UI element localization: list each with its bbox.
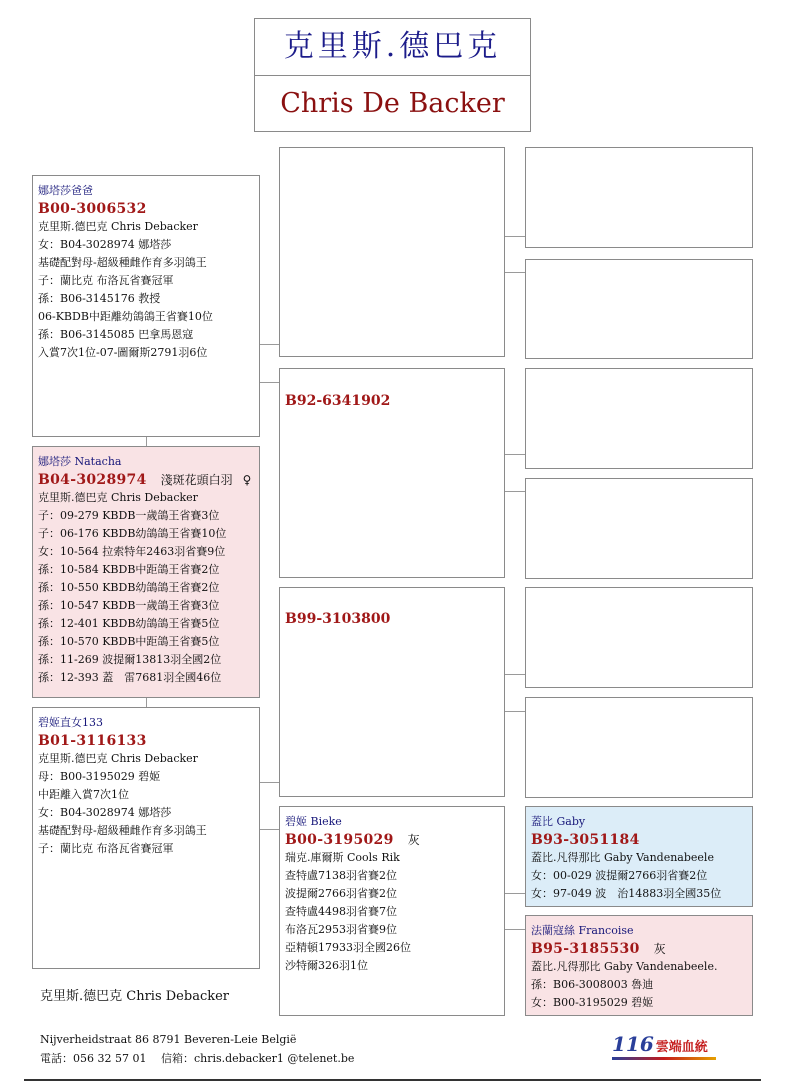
granddam-dam-ring: B00-3195029 bbox=[285, 832, 394, 848]
subject-line: 孫：10-547 KBDB一歲鴿王省賽3位 bbox=[38, 599, 220, 612]
footer-divider bbox=[24, 1079, 761, 1081]
ancestor-card-francoise bbox=[525, 915, 753, 1016]
dam-card bbox=[32, 707, 260, 969]
dam-line: 基礎配對母-超級種雌作育多羽鴿王 bbox=[38, 824, 207, 837]
sire-text bbox=[38, 182, 257, 362]
gaby-text bbox=[531, 813, 750, 903]
subject-line: 孫：12-401 KBDB幼鴿鴿王省賽5位 bbox=[38, 617, 220, 630]
francoise-color: 灰 bbox=[653, 942, 666, 956]
ancestor-card-gaby bbox=[525, 806, 753, 907]
connector-line bbox=[146, 437, 147, 446]
connector-line bbox=[505, 491, 525, 492]
sire-line: 基礎配對母-超級種雌作育多羽鴿王 bbox=[38, 256, 207, 269]
subject-line: 女：10-564 拉索特年2463羽省賽9位 bbox=[38, 545, 226, 558]
dam-line: 子：蘭比克 布洛瓦省賽冠軍 bbox=[38, 842, 174, 855]
connector-line bbox=[260, 382, 279, 383]
granddam-dam-line: 亞精頓17933羽全國26位 bbox=[285, 941, 411, 954]
francoise-text bbox=[531, 922, 750, 1012]
sire-header: 娜塔莎爸爸 bbox=[38, 184, 93, 197]
site-logo[interactable] bbox=[612, 1032, 716, 1060]
ancestor-card-5 bbox=[525, 587, 753, 688]
sire-line: 子：蘭比克 布洛瓦省賽冠軍 bbox=[38, 274, 174, 287]
connector-line bbox=[505, 893, 525, 894]
granddam-dam-color: 灰 bbox=[407, 833, 420, 847]
subject-line: 克里斯.德巴克 Chris Debacker bbox=[38, 491, 198, 504]
logo-underline bbox=[612, 1057, 716, 1060]
ancestor-card-2 bbox=[525, 259, 753, 359]
granddam-dam-header: 碧姬 Bieke bbox=[285, 815, 342, 828]
title-box bbox=[254, 18, 531, 132]
connector-line bbox=[505, 272, 525, 273]
francoise-line: 女：B00-3195029 碧姬 bbox=[531, 996, 654, 1009]
dam-line: 母：B00-3195029 碧姬 bbox=[38, 770, 161, 783]
granddam-dam-line: 波提爾2766羽省賽2位 bbox=[285, 887, 397, 900]
granddam-dam-text bbox=[285, 813, 502, 975]
granddam-dam-line: 瑞克.庫爾斯 Cools Rik bbox=[285, 851, 400, 864]
subject-line: 孫：11-269 波提爾13813羽全國2位 bbox=[38, 653, 222, 666]
sire-line: 孫：B06-3145085 巴拿馬恩寇 bbox=[38, 328, 194, 341]
logo-text: 雲端血統 bbox=[655, 1040, 708, 1055]
granddam-dam-ring-row bbox=[285, 831, 502, 849]
granddam-sire-card bbox=[279, 368, 505, 578]
connector-line bbox=[146, 698, 147, 707]
gaby-line: 蓋比.凡得那比 Gaby Vandenabeele bbox=[531, 851, 714, 864]
dam-line: 中距離入賞7次1位 bbox=[38, 788, 129, 801]
granddam-sire-ring: B92-6341902 bbox=[285, 393, 391, 409]
connector-line bbox=[505, 711, 525, 712]
connector-line bbox=[260, 829, 279, 830]
granddam-dam-line: 沙特爾326羽1位 bbox=[285, 959, 368, 972]
sire-line: 克里斯.德巴克 Chris Debacker bbox=[38, 220, 198, 233]
francoise-line: 孫：B06-3008003 魯迪 bbox=[531, 978, 654, 991]
subject-line: 孫：10-570 KBDB中距鴿王省賽5位 bbox=[38, 635, 220, 648]
dam-ring: B01-3116133 bbox=[38, 733, 147, 749]
granddam-dam-line: 布洛瓦2953羽省賽9位 bbox=[285, 923, 397, 936]
footer-address: Nijverheidstraat 86 8791 Beveren-Leie België bbox=[40, 1033, 297, 1046]
dam-line: 克里斯.德巴克 Chris Debacker bbox=[38, 752, 198, 765]
logo-number: 116 bbox=[612, 1032, 654, 1056]
title-english: Chris De Backer bbox=[280, 88, 505, 119]
ancestor-card-1 bbox=[525, 147, 753, 248]
dam-header: 碧姬直女133 bbox=[38, 716, 103, 729]
subject-line: 孫：12-393 蓋 雷7681羽全國46位 bbox=[38, 671, 222, 684]
granddam-dam-line: 查特盧4498羽省賽7位 bbox=[285, 905, 397, 918]
francoise-ring-row bbox=[531, 940, 750, 958]
sire-line: 06-KBDB中距離幼鴿鴿王省賽10位 bbox=[38, 310, 213, 323]
grandsire-dam-card bbox=[279, 587, 505, 797]
francoise-ring: B95-3185530 bbox=[531, 941, 640, 957]
granddam-dam-line: 查特盧7138羽省賽2位 bbox=[285, 869, 397, 882]
gaby-line: 女：00-029 波提爾2766羽省賽2位 bbox=[531, 869, 708, 882]
francoise-header: 法蘭寇絲 Francoise bbox=[531, 924, 634, 937]
grandsire-sire-card bbox=[279, 147, 505, 357]
subject-text bbox=[38, 453, 257, 687]
sire-line: 女：B04-3028974 娜塔莎 bbox=[38, 238, 172, 251]
gaby-header: 蓋比 Gaby bbox=[531, 815, 586, 828]
breeder-signature: 克里斯.德巴克 Chris Debacker bbox=[40, 989, 230, 1004]
ancestor-card-4 bbox=[525, 478, 753, 579]
sire-line: 孫：B06-3145176 教授 bbox=[38, 292, 161, 305]
subject-ring: B04-3028974 bbox=[38, 472, 147, 488]
subject-line: 孫：10-550 KBDB幼鴿鴿王省賽2位 bbox=[38, 581, 220, 594]
subject-description: 淺斑花頭白羽 bbox=[160, 473, 233, 487]
subject-line: 子：09-279 KBDB一歲鴿王省賽3位 bbox=[38, 509, 220, 522]
subject-line: 子：06-176 KBDB幼鴿鴿王省賽10位 bbox=[38, 527, 227, 540]
granddam-dam-card bbox=[279, 806, 505, 1016]
dam-line: 女：B04-3028974 娜塔莎 bbox=[38, 806, 172, 819]
gaby-line: 女：97-049 波 治14883羽全國35位 bbox=[531, 887, 722, 900]
francoise-line: 蓋比.凡得那比 Gaby Vandenabeele. bbox=[531, 960, 718, 973]
footer-contact: 電話：056 32 57 01 信箱：chris.debacker1 @telenet.be bbox=[40, 1052, 355, 1065]
subject-header: 娜塔莎 Natacha bbox=[38, 455, 122, 468]
grandsire-dam-ring: B99-3103800 bbox=[285, 611, 391, 627]
subject-card bbox=[32, 446, 260, 698]
dam-text bbox=[38, 714, 257, 858]
connector-line bbox=[505, 454, 525, 455]
title-chinese: 克里斯.德巴克 bbox=[255, 19, 530, 76]
female-sex-icon: ♀ bbox=[242, 473, 252, 487]
ancestor-card-3 bbox=[525, 368, 753, 469]
gaby-ring: B93-3051184 bbox=[531, 832, 640, 848]
subject-ring-row bbox=[38, 471, 257, 489]
sire-card bbox=[32, 175, 260, 437]
sire-line: 入賞7次1位-07-圖爾斯2791羽6位 bbox=[38, 346, 208, 359]
connector-line bbox=[505, 929, 525, 930]
connector-line bbox=[505, 674, 525, 675]
subject-line: 孫：10-584 KBDB中距鴿王省賽2位 bbox=[38, 563, 220, 576]
ancestor-card-6 bbox=[525, 697, 753, 798]
connector-line bbox=[260, 344, 279, 345]
sire-ring: B00-3006532 bbox=[38, 201, 147, 217]
connector-line bbox=[505, 236, 525, 237]
connector-line bbox=[260, 782, 279, 783]
